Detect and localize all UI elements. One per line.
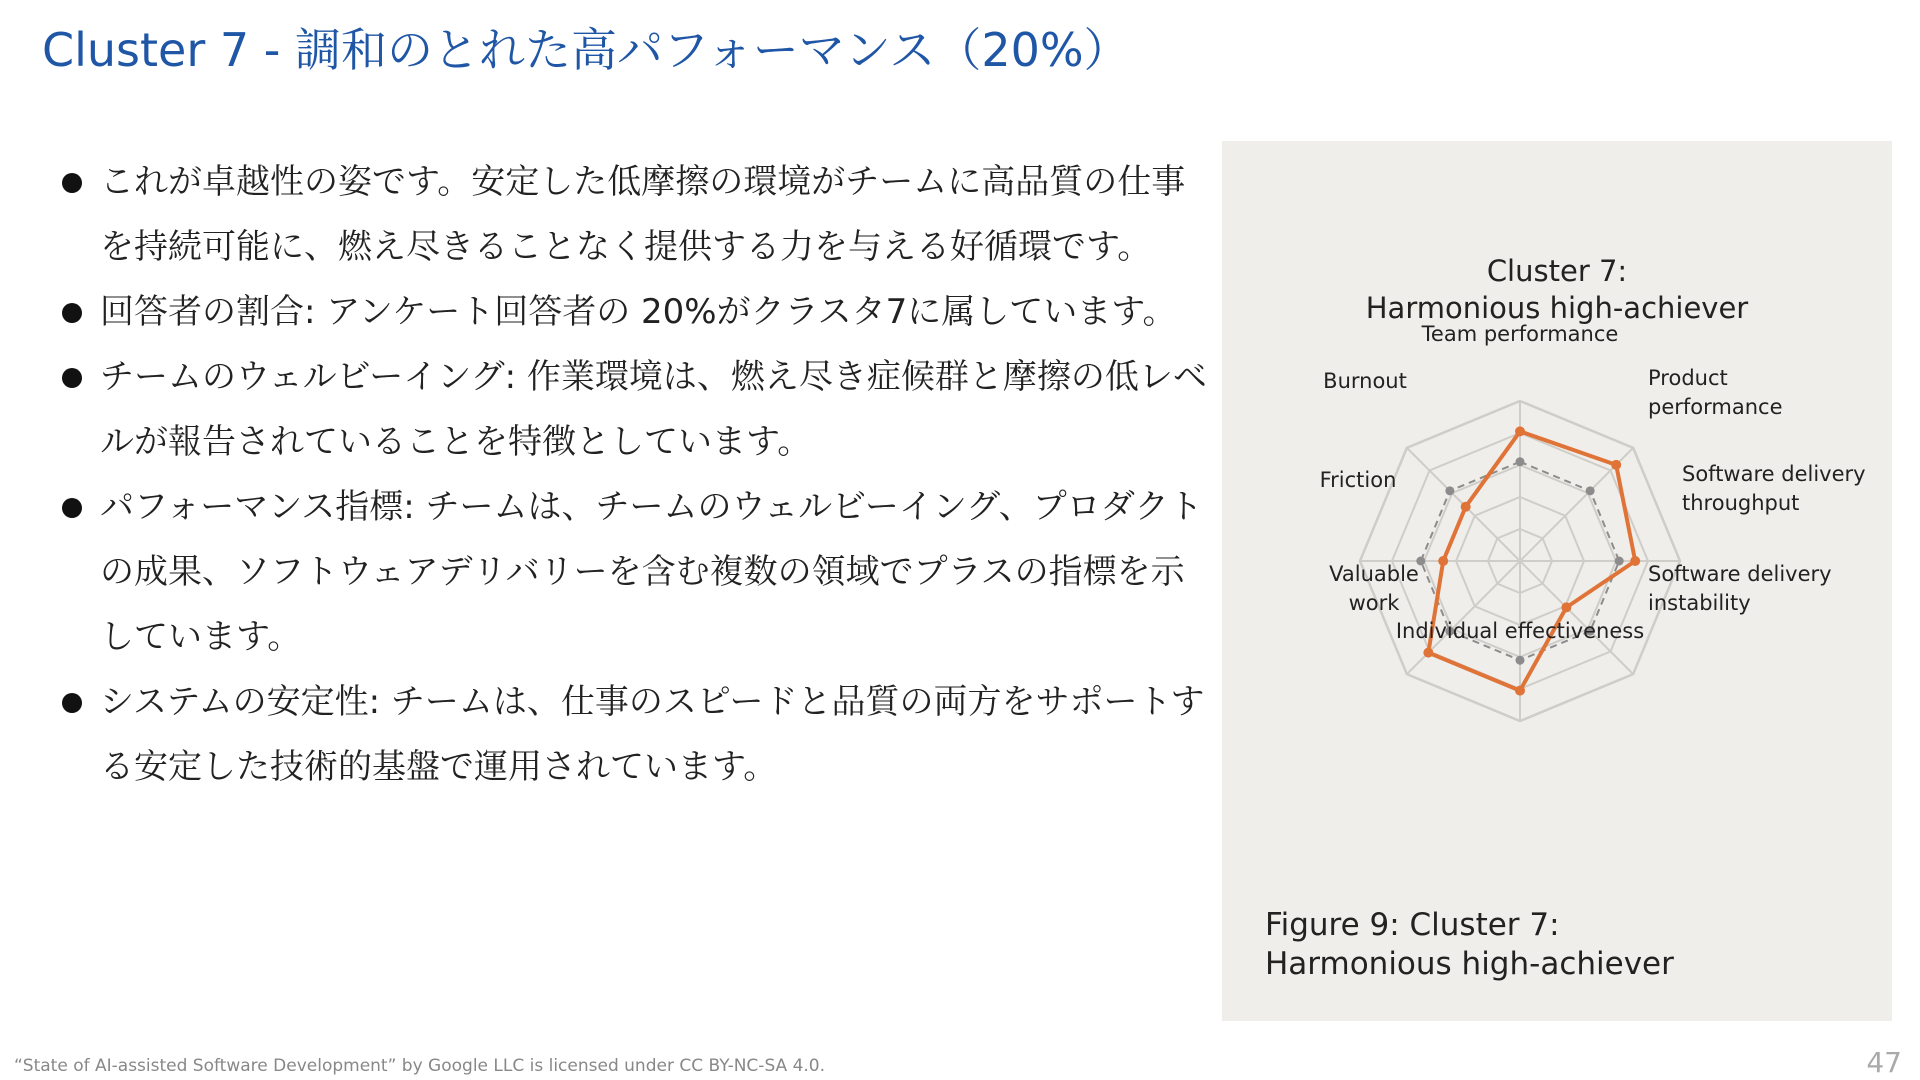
cluster-series-point	[1561, 602, 1571, 612]
axis-label-line: Burnout	[1323, 369, 1407, 393]
average-series-point	[1445, 486, 1454, 495]
cluster-series-point	[1611, 460, 1621, 470]
bullet-item	[58, 150, 1208, 280]
axis-label	[1682, 462, 1866, 515]
bullet-list	[58, 150, 1208, 800]
axis-label	[1648, 366, 1783, 419]
figure-caption-line2: Harmonious high-achiever	[1265, 946, 1674, 982]
axis-label-line: Software delivery	[1648, 562, 1832, 586]
axis-label-line: work	[1348, 591, 1400, 615]
bullet-item	[58, 345, 1208, 475]
license-footer: “State of AI-assisted Software Development” by Google LLC is licensed under CC BY-NC-SA 4.0.	[14, 1056, 826, 1076]
bullet-text: これが卓越性の姿です。安定した低摩擦の環境がチームに高品質の仕事を持続可能に、燃え尽きることなく提供する力を与える好循環です。	[100, 162, 1186, 267]
axis-label-line: Individual effectiveness	[1395, 619, 1645, 643]
bullet-dot	[62, 498, 82, 518]
cluster-series-point	[1438, 556, 1448, 566]
axis-label-line: instability	[1648, 591, 1751, 615]
average-series-point	[1516, 457, 1525, 466]
cluster-series-point	[1461, 502, 1471, 512]
axis-label-line: Software delivery	[1682, 462, 1866, 486]
axis-label-line: Product	[1648, 366, 1728, 390]
bullet-dot	[62, 693, 82, 713]
bullet-text: パフォーマンス指標: チームは、チームのウェルビーイング、プロダクトの成果、ソフトウェアデリバリーを含む複数の領域でプラスの指標を示しています。	[100, 487, 1203, 657]
chart-title-line2: Harmonious high-achiever	[1365, 291, 1749, 325]
radar-chart	[1222, 141, 1892, 1021]
average-series-point	[1615, 557, 1624, 566]
bullet-dot	[62, 303, 82, 323]
axis-label-line: Friction	[1319, 468, 1397, 492]
axis-label-line: Valuable	[1329, 562, 1419, 586]
axis-label	[1396, 619, 1644, 643]
chart-title-line1: Cluster 7:	[1486, 254, 1628, 288]
figure-caption	[1265, 906, 1674, 984]
bullet-dot	[62, 368, 82, 388]
average-series-point	[1586, 486, 1595, 495]
cluster-series-point	[1515, 686, 1525, 696]
bullet-text: システムの安定性: チームは、仕事のスピードと品質の両方をサポートする安定した技術的基盤で運用されています。	[100, 682, 1205, 787]
cluster-series-point	[1630, 556, 1640, 566]
bullet-text: 回答者の割合: アンケート回答者の 20%がクラスタ7に属しています。	[100, 292, 1177, 332]
bullet-dot	[62, 173, 82, 193]
axis-label	[1648, 562, 1832, 615]
cluster-series-point	[1515, 426, 1525, 436]
axis-label	[1329, 562, 1419, 615]
bullet-item	[58, 475, 1208, 670]
page-number: 47	[1866, 1046, 1902, 1079]
bullet-item	[58, 670, 1208, 800]
bullet-text: チームのウェルビーイング: 作業環境は、燃え尽き症候群と摩擦の低レベルが報告されていることを特徴としています。	[100, 357, 1207, 462]
axis-label	[1320, 468, 1397, 492]
axis-label	[1421, 322, 1619, 346]
slide-title: Cluster 7 - 調和のとれた高パフォーマンス（20%）	[42, 23, 1130, 77]
figure-caption-line1: Figure 9: Cluster 7:	[1265, 907, 1560, 943]
axis-label-line: throughput	[1682, 491, 1800, 515]
average-series-point	[1516, 656, 1525, 665]
bullet-item	[58, 280, 1208, 345]
axis-label-line: Team performance	[1421, 322, 1619, 346]
figure-panel	[1222, 141, 1892, 1021]
axis-label-line: performance	[1648, 395, 1783, 419]
cluster-series-point	[1423, 648, 1433, 658]
axis-label	[1323, 369, 1407, 393]
